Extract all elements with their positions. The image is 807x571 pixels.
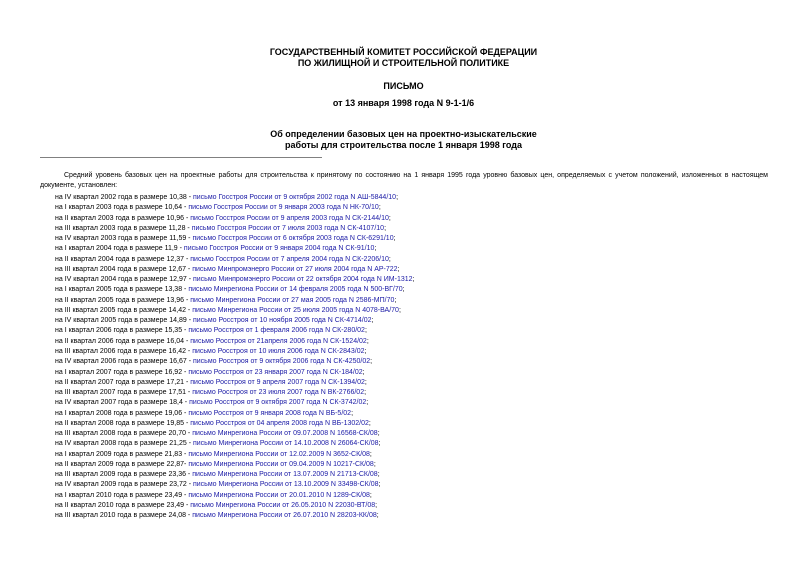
document-link[interactable]: письмо Минрегиона России от 26.07.2010 N 28203-КК/08 [192,512,377,520]
item-terminator: ; [402,286,405,294]
price-index-list [55,193,414,522]
item-terminator: ; [412,276,415,284]
item-text: на III квартал 2003 года в размере 11,28 - [55,224,192,232]
item-text: на III квартал 2007 года в размере 17,51 - [55,389,193,397]
list-item [55,511,414,521]
item-terminator: ; [369,491,372,499]
list-item [55,470,414,480]
item-text: на II квартал 2007 года в размере 17,21 - [55,378,191,386]
item-text: на I квартал 2009 года в размере 21,83 - [55,450,189,458]
list-item [55,244,414,254]
item-terminator: ; [371,317,374,325]
item-terminator: ; [377,471,380,479]
item-terminator: ; [375,501,378,509]
list-item [55,255,414,265]
item-text: на III квартал 2009 года в размере 23,36 - [55,471,193,479]
list-item [55,214,414,224]
list-item [55,450,414,460]
list-item [55,419,414,429]
org-name-line-1: ГОСУДАРСТВЕННЫЙ КОМИТЕТ РОССИЙСКОЙ ФЕДЕРАЦИИ [269,47,538,57]
item-text: на II квартал 2004 года в размере 12,37 - [55,255,191,263]
list-item [55,491,414,501]
list-item [55,501,414,511]
item-terminator: ; [373,460,376,468]
item-terminator: ; [378,440,381,448]
item-terminator: ; [370,358,373,366]
document-link[interactable]: письмо Минрегиона России от 27 мая 2005 года N 2586-МП/70 [190,296,395,304]
item-terminator: ; [366,337,369,345]
document-link[interactable]: письмо Госстроя России от 9 января 2004 года N СК-91/10 [183,245,375,253]
document-link[interactable]: письмо Росстроя от 10 ноября 2005 года N СК-4714/02 [192,317,372,325]
document-link[interactable]: письмо Росстроя от 23 июля 2007 года N ВК-2766/02 [192,389,365,397]
item-terminator: ; [364,347,367,355]
item-terminator: ; [398,306,401,314]
item-terminator: ; [388,255,391,263]
item-text: на IV квартал 2004 года в размере 12,97 - [55,276,193,284]
item-text: на IV квартал 2002 года в размере 10,38 - [55,194,193,201]
list-item [55,316,414,326]
list-item [55,306,414,316]
document-link[interactable]: письмо Госстроя России от 7 апреля 2004 года N СК-2206/10 [190,255,389,263]
document-link[interactable]: письмо Минрегиона России от 12.02.2009 N 3652-СК/08 [188,450,370,458]
item-terminator: ; [384,224,387,232]
item-text: на III квартал 2005 года в размере 14,42 - [55,306,193,314]
document-link[interactable]: письмо Минрегиона России от 13.10.2009 N 33498-СК/08 [192,481,379,489]
item-terminator: ; [364,378,367,386]
document-date: от 13 января 1998 года N 9-1-1/6 [332,98,475,108]
document-link[interactable]: письмо Госстроя России от 9 апреля 2003 года N СК-2144/10 [190,214,389,222]
item-text: на II квартал 2005 года в размере 13,96 - [55,296,191,304]
list-item [55,347,414,357]
item-text: на I квартал 2010 года в размере 23,49 - [55,491,189,499]
subject-line-1: Об определении базовых цен на проектно-изыскательские [270,129,537,139]
item-text: на I квартал 2007 года в размере 16,92 - [55,368,189,376]
org-name-line-2: ПО ЖИЛИЩНОЙ И СТРОИТЕЛЬНОЙ ПОЛИТИКЕ [297,58,510,68]
item-terminator: ; [366,399,369,407]
item-terminator: ; [396,194,399,201]
list-item [55,265,414,275]
document-link[interactable]: письмо Минпромэнерго России от 22 октября 2004 года N ИМ-1312 [192,276,413,284]
document-link[interactable]: письмо Минрегиона России от 13.07.2009 N 21713-СК/08 [192,471,378,479]
item-terminator: ; [397,265,400,273]
intro-paragraph: Средний уровень базовых цен на проектные работы для строительства к принятому по состоянию на 1 января 1995 года уровню базовых цен, определяемых с учетом положений, изложенных в настоящем документе, установлен: [40,172,768,189]
item-text: на I квартал 2008 года в размере 19,06 - [55,409,189,417]
item-terminator: ; [394,296,397,304]
separator-rule [40,157,322,158]
list-item [55,326,414,336]
document-link[interactable]: письмо Минрегиона России от 25 июля 2005 года N 4078-ВА/70 [192,306,399,314]
item-terminator: ; [364,389,367,397]
item-terminator: ; [351,409,354,417]
item-text: на I квартал 2004 года в размере 11,9 - [55,245,184,253]
item-text: на II квартал 2008 года в размере 19,85 - [55,419,191,427]
item-text: на III квартал 2004 года в размере 12,67 - [55,265,193,273]
item-terminator: ; [369,450,372,458]
item-terminator: ; [378,481,381,489]
document-link[interactable]: письмо Госстроя России от 9 октября 2002 года N АШ-5844/10 [192,194,397,201]
list-item [55,285,414,295]
item-text: на II квартал 2010 года в размере 23,49 - [55,501,191,509]
list-item [55,460,414,470]
list-item [55,429,414,439]
document-link[interactable]: письмо Госстроя России от 9 января 2003 года N НК-70/10 [188,204,379,212]
subject-line-2: работы для строительства после 1 января 1998 года [285,140,522,150]
list-item [55,378,414,388]
document-link[interactable]: письмо Росстроя от 23 января 2007 года N СК-184/02 [188,368,363,376]
item-text: на III квартал 2006 года в размере 16,42 - [55,347,193,355]
list-item [55,193,414,203]
document-link[interactable]: письмо Минрегиона России от 20.01.2010 N 1289-СК/08 [188,491,370,499]
list-item [55,357,414,367]
item-text: на II квартал 2006 года в размере 16,04 - [55,337,191,345]
document-link[interactable]: письмо Госстроя России от 6 октября 2003 года N СК-6291/10 [192,235,394,243]
list-item [55,398,414,408]
item-terminator: ; [362,368,365,376]
document-link[interactable]: письмо Минрегиона России от 26.05.2010 N 22030-ВТ/08 [190,501,376,509]
item-text: на III квартал 2008 года в размере 20,70 - [55,430,193,438]
list-item [55,234,414,244]
item-text: на IV квартал 2007 года в размере 18,4 - [55,399,190,407]
item-terminator: ; [374,245,377,253]
item-text: на III квартал 2010 года в размере 24,08 - [55,512,193,520]
item-text: на II квартал 2009 года в размере 22,87- [55,460,189,468]
list-item [55,224,414,234]
list-item [55,439,414,449]
item-text: на II квартал 2003 года в размере 10,96 - [55,214,191,222]
item-text: на IV квартал 2005 года в размере 14,89 - [55,317,193,325]
item-terminator: ; [364,327,367,335]
document-link[interactable]: письмо Госстроя России от 7 июля 2003 года N СК-4107/10 [191,224,385,232]
document-link[interactable]: письмо Минрегиона России от 14 февраля 2005 года N 500-ВГ/70 [188,286,403,294]
item-terminator: ; [377,430,380,438]
document-link[interactable]: письмо Росстроя от 9 октября 2006 года N СК-4250/02 [192,358,371,366]
item-text: на I квартал 2005 года в размере 13,38 - [55,286,189,294]
item-text: на I квартал 2003 года в размере 10,64 - [55,204,189,212]
list-item [55,275,414,285]
list-item [55,337,414,347]
item-text: на IV квартал 2003 года в размере 11,59 - [55,235,193,243]
document-type: ПИСЬМО [383,81,424,91]
item-text: на IV квартал 2008 года в размере 21,25 - [55,440,193,448]
document-link[interactable]: письмо Росстроя от 9 января 2008 года N ВБ-5/02 [188,409,352,417]
list-item [55,409,414,419]
document-link[interactable]: письмо Минрегиона России от 09.04.2009 N 10217-СК/08 [188,460,374,468]
item-terminator: ; [368,419,371,427]
list-item [55,203,414,213]
item-terminator: ; [388,214,391,222]
item-terminator: ; [393,235,396,243]
document-link[interactable]: письмо Росстроя от 1 февраля 2006 года N СК-280/02 [188,327,365,335]
item-text: на IV квартал 2006 года в размере 16,67 - [55,358,193,366]
item-terminator: ; [376,512,379,520]
document-link[interactable]: письмо Минпромэнерго России от 27 июля 2004 года N АР-722 [192,265,398,273]
document-link[interactable]: письмо Минрегиона России от 09.07.2008 N 16568-СК/08 [192,430,378,438]
item-text: на I квартал 2006 года в размере 15,35 - [55,327,189,335]
document-link[interactable]: письмо Росстроя от 9 апреля 2007 года N СК-1394/02 [190,378,365,386]
item-text: на IV квартал 2009 года в размере 23,72 - [55,481,193,489]
document-link[interactable]: письмо Минрегиона России от 14.10.2008 N 26064-СК/08 [192,440,379,448]
list-item [55,296,414,306]
list-item [55,480,414,490]
document-link[interactable]: письмо Росстроя от 9 октября 2007 года N СК-3742/02 [189,399,367,407]
list-item [55,368,414,378]
document-link[interactable]: письмо Росстроя от 21апреля 2006 года N СК-1524/02 [190,337,367,345]
document-link[interactable]: письмо Росстроя от 10 июля 2006 года N СК-2843/02 [192,347,365,355]
list-item [55,388,414,398]
item-terminator: ; [378,204,381,212]
document-link[interactable]: письмо Росстроя от 04 апреля 2008 года N ВБ-1302/02 [190,419,369,427]
